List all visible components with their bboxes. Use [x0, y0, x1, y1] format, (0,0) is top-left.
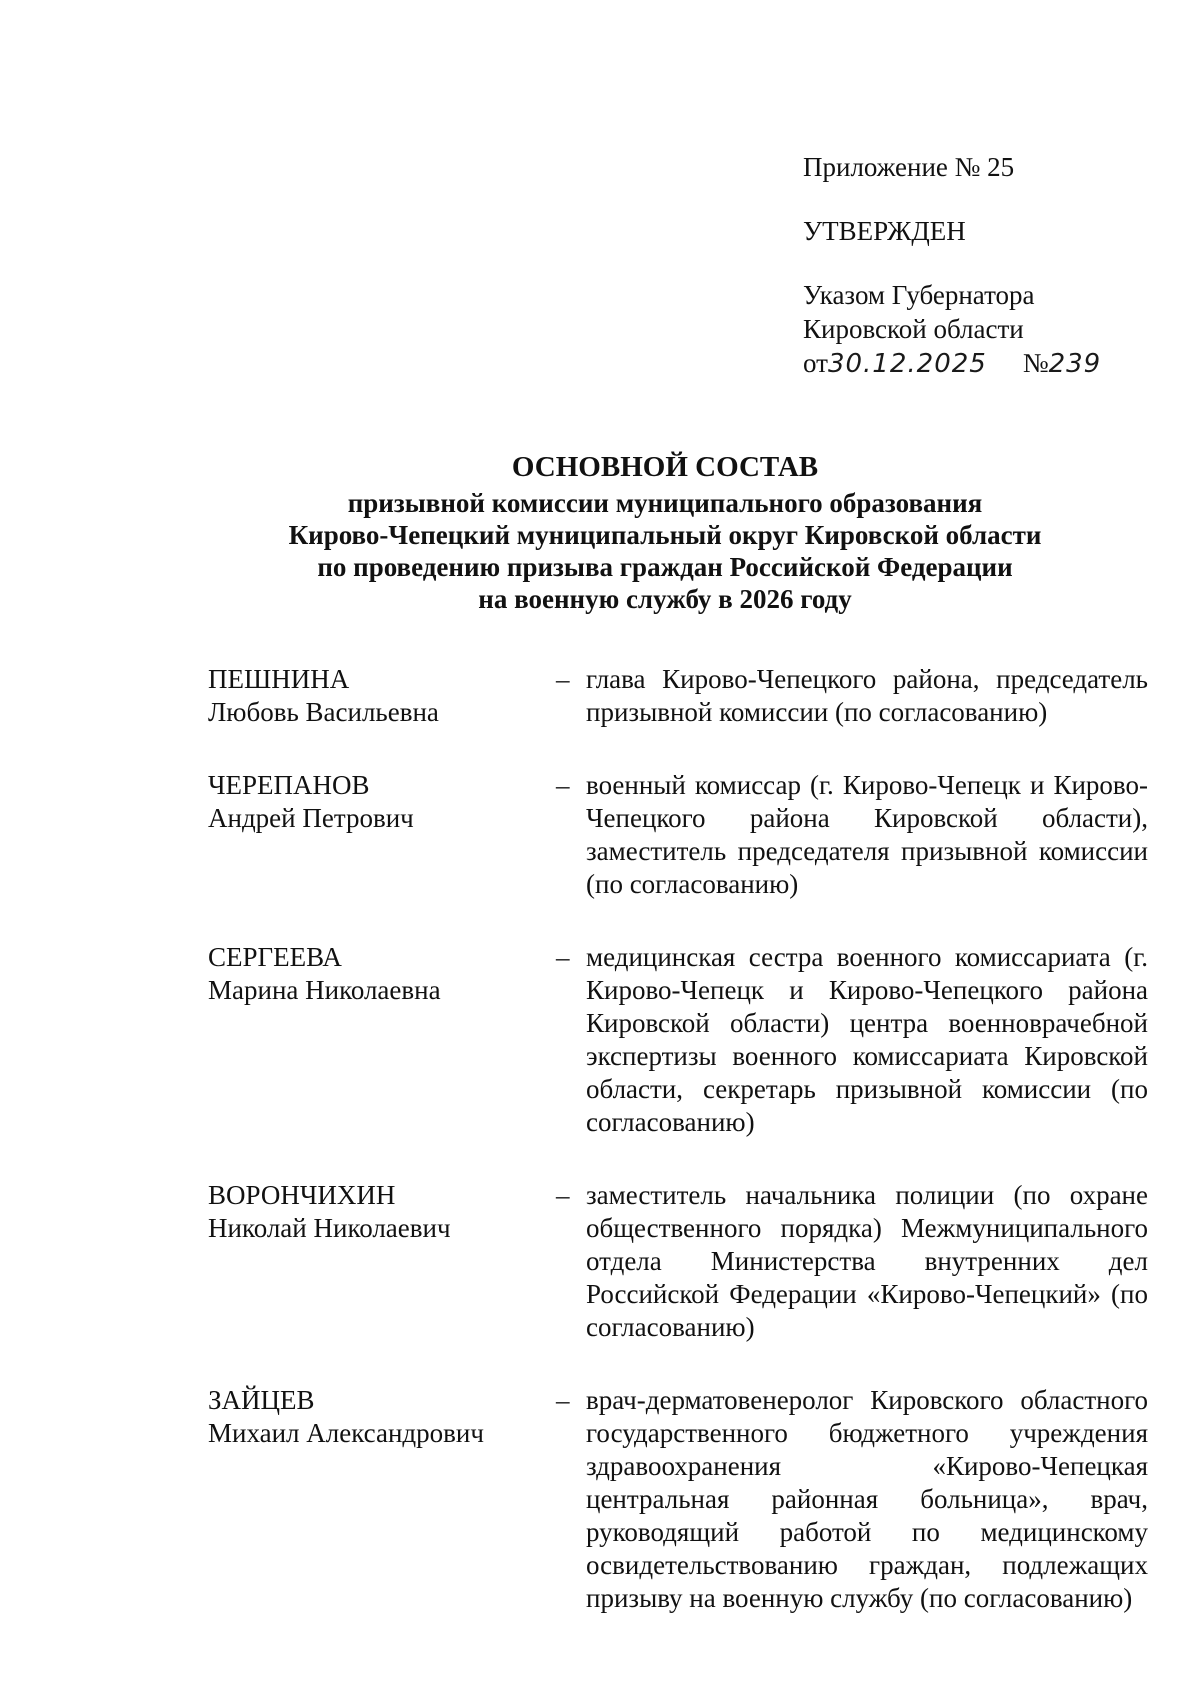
member-entry [208, 663, 1148, 729]
handwritten-date: 30.12.2025 [827, 349, 987, 379]
member-entry [208, 769, 1148, 901]
member-role: врач-дерматовенеролог Кировского областного государственного бюджетного учреждения здравоохранения «Кирово-Чепецкая центральная районная больница», врач, руководящий работой по медицинскому освидетельствованию граждан, подлежащих призыву на военную службу (по согласованию) [586, 1385, 1148, 1613]
member-given-names: Марина Николаевна [208, 975, 441, 1005]
decree-line-2: Кировской области [803, 314, 1024, 344]
member-given-names: Андрей Петрович [208, 803, 414, 833]
title-line-4: на военную службу в 2026 году [478, 584, 852, 614]
decree-date-line [803, 346, 1143, 381]
member-role: глава Кирово-Чепецкого района, председатель призывной комиссии (по согласованию) [586, 664, 1148, 727]
dash-separator: – [556, 664, 570, 694]
member-surname: ЗАЙЦЕВ [208, 1385, 315, 1415]
title-line-2: Кирово-Чепецкий муниципальный округ Кировской области [288, 520, 1042, 550]
member-given-names: Любовь Васильевна [208, 697, 439, 727]
member-role: медицинская сестра военного комиссариата (г. Кирово-Чепецк и Кирово-Чепецкого района Кировской области) центра военноврачебной экспертизы военного комиссариата Кировской области, секретарь призывной комиссии (по согласованию) [586, 942, 1148, 1137]
title-main: ОСНОВНОЙ СОСТАВ [511, 451, 819, 483]
title-line-3: по проведению призыва граждан Российской Федерации [317, 552, 1013, 582]
member-name [208, 941, 556, 1139]
member-surname: СЕРГЕЕВА [208, 942, 342, 972]
member-given-names: Николай Николаевич [208, 1213, 451, 1243]
member-entry [208, 1179, 1148, 1344]
handwritten-number: 239 [1048, 349, 1102, 379]
approval-block [803, 150, 1143, 381]
decree-line-1: Указом Губернатора [803, 280, 1035, 310]
member-surname: ПЕШНИНА [208, 664, 350, 694]
member-role: военный комиссар (г. Кирово-Чепецк и Кирово-Чепецкого района Кировской области), заместитель председателя призывной комиссии (по согласованию) [586, 770, 1148, 899]
title-line-1: призывной комиссии муниципального образования [347, 488, 983, 518]
member-entry [208, 941, 1148, 1139]
member-name [208, 769, 556, 901]
dash-separator: – [556, 1180, 570, 1210]
annex-number: Приложение № 25 [803, 152, 1015, 182]
member-role: заместитель начальника полиции (по охране общественного порядка) Межмуниципального отдела Министерства внутренних дел Российской Федерации «Кирово-Чепецкий» (по согласованию) [586, 1180, 1148, 1342]
dash-separator: – [556, 770, 570, 800]
date-prefix: от [803, 348, 828, 378]
members-list [208, 663, 1148, 1655]
member-given-names: Михаил Александрович [208, 1418, 484, 1448]
member-name [208, 1179, 556, 1344]
dash-separator: – [556, 1385, 570, 1415]
member-surname: ЧЕРЕПАНОВ [208, 770, 370, 800]
member-name [208, 663, 556, 729]
document-title [150, 447, 1180, 615]
number-prefix: № [1022, 348, 1049, 378]
member-surname: ВОРОНЧИХИН [208, 1180, 396, 1210]
member-entry [208, 1384, 1148, 1615]
approved-label: УТВЕРЖДЕН [803, 216, 966, 246]
member-name [208, 1384, 556, 1615]
dash-separator: – [556, 942, 570, 972]
